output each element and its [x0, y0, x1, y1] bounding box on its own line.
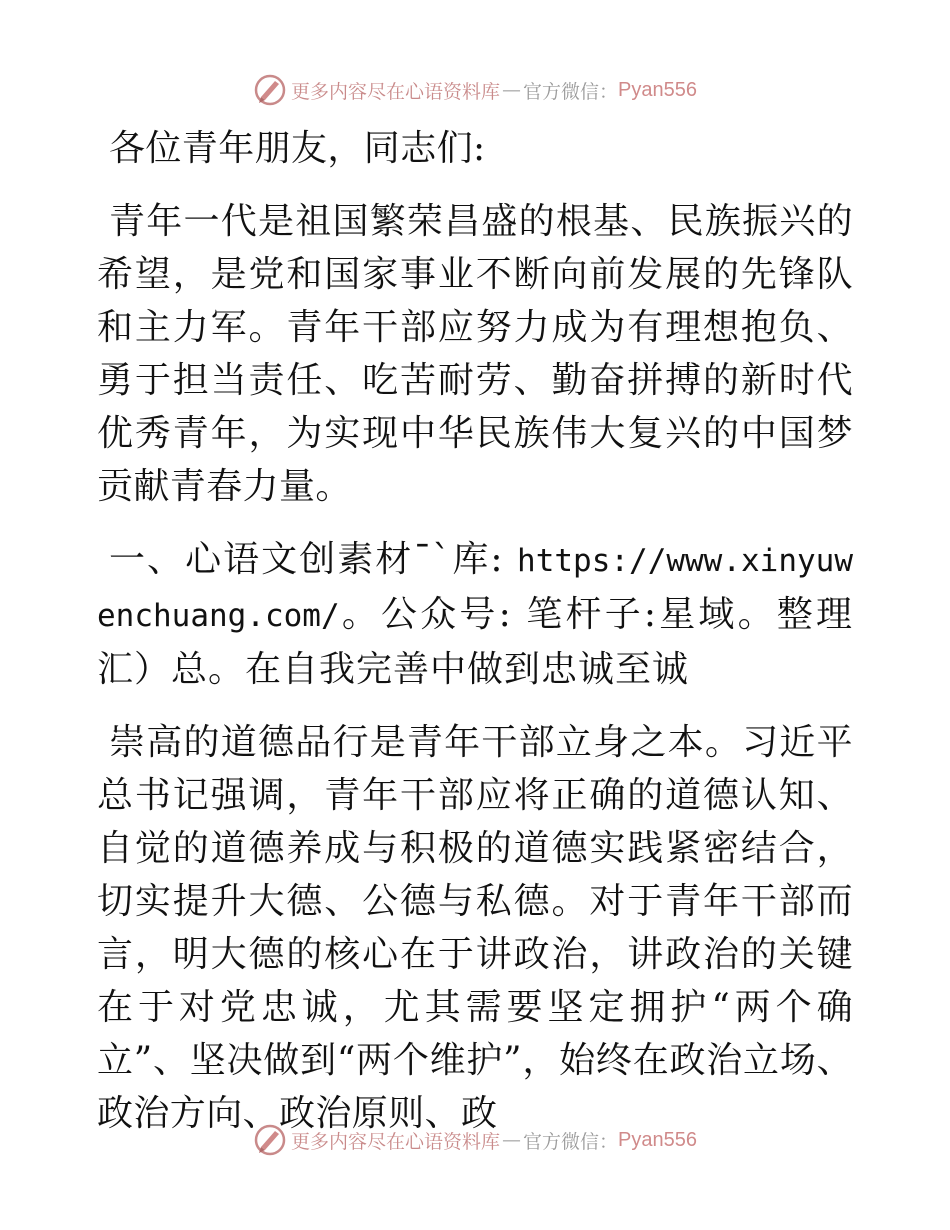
banner-wechat-handle: Pyan556: [618, 78, 697, 101]
banner-wechat-label: 官方微信：: [523, 80, 619, 103]
banner-separator: —: [502, 79, 522, 101]
quill-pen-logo-icon: [253, 73, 287, 107]
banner-slogan: 更多内容尽在心语资料库: [291, 80, 501, 103]
intro-paragraph: 青年一代是祖国繁荣昌盛的根基、民族振兴的希望，是党和国家事业不断向前发展的先锋队和主力军。青年干部应努力成为有理想抱负、勇于担当责任、吃苦耐劳、勤奋拼搏的新时代优秀青年，为实现中华民族伟大复兴的中国梦贡献青春力量。: [97, 201, 853, 507]
body-paragraph: 崇高的道德品行是青年干部立身之本。习近平总书记强调，青年干部应将正确的道德认知、自觉的道德养成与积极的道德实践紧密结合，切实提升大德、公德与私德。对于青年干部而言，明大德的核心在于讲政治，讲政治的关键在于对党忠诚，尤其需要坚定拥护“两个确立”、坚决做到“两个维护”，始终在政治立场、政治方向、政治原则、政: [97, 722, 853, 1134]
banner-wechat-handle: Pyan556: [618, 1128, 697, 1151]
footer-watermark-banner: [0, 1120, 950, 1160]
greeting-line: 各位青年朋友，同志们:: [109, 128, 486, 169]
quill-pen-logo-icon: [253, 1123, 287, 1157]
header-watermark-banner: [0, 70, 950, 110]
section-heading-url: https://www.xinyuwenchuang.com/: [97, 543, 853, 634]
section-heading-prefix: 一、心语文创素材¯`库:: [109, 539, 518, 580]
section-heading-suffix: 。公众号: 笔杆子:星域。整理汇）总。在自我完善中做到忠诚至诚: [97, 594, 853, 690]
banner-slogan: 更多内容尽在心语资料库: [291, 1130, 501, 1153]
section-heading: [97, 533, 853, 696]
banner-wechat-label: 官方微信：: [523, 1130, 619, 1153]
document-body: [97, 122, 853, 1160]
banner-separator: —: [502, 1129, 522, 1151]
